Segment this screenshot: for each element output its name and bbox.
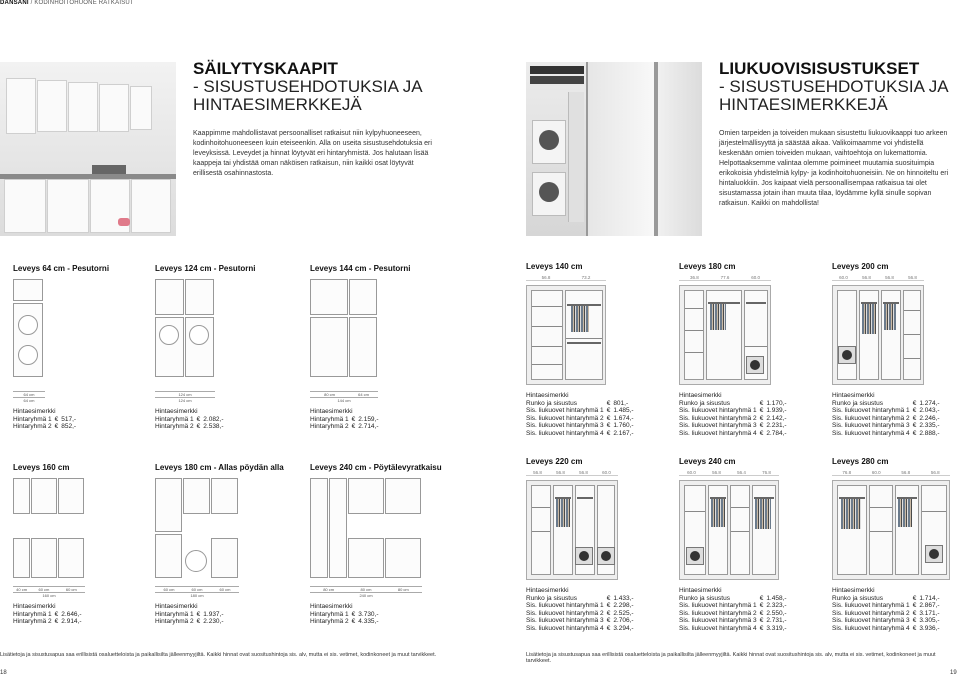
dimension-label: 124 cm [155,397,215,403]
price-row: Sis. liukuovet hintaryhmä 3 € 2.731,- [679,617,787,624]
dimension-label: 64 cm [13,391,45,397]
right-heading [719,60,959,114]
price-label: Hintaesimerkki [13,603,56,610]
cabinet-title: Leveys 180 cm - Allas pöydän alla [155,463,284,472]
price-box [13,603,149,626]
cabinet-drawing [13,279,45,389]
dimension-label: 64 cm [13,397,45,403]
right-intro: Omien tarpeiden ja toiveiden mukaan sisustettu liukuovikaappi tuo arkeen järjestelmällisyyttä ja säästää aikaa. Valikoimaamme voi yhdistellä keskenään omien toiveiden mukaan, vaihtoehtoja on lukemattomia. Helpottaaksemme valintaa olemme poimineet muutamia suosituimpia erikokoisia yhdistelmiä kylpy- ja kodinhoitohuoneisiin. Ne on hinnoiteltu eri hintaluokkiin. Jos kaipaat vielä persoonallisempaa ratkaisua tai olet sisustamassa jotain ihan muuta tilaa, löydämme kyllä sinulle sopivan ratkaisun. Kaikki on mahdollista! [719,130,949,207]
price-row: Runko ja sisustus € 1.433,- [526,594,634,602]
page-number-left: 18 [0,670,7,676]
cabinet-drawing [155,478,239,584]
left-title: SÄILYTYSKAAPIT [193,59,338,78]
cabinet-option [310,463,470,626]
price-row: Runko ja sisustus € 1.274,- [832,399,940,407]
wardrobe-drawing [526,480,618,580]
price-row: Runko ja sisustus € 1.458,- [679,594,787,602]
price-box [13,408,149,431]
wardrobe-title: Leveys 240 cm [679,457,736,466]
wardrobe-option [679,262,825,437]
dimension-label: 64 cm [349,391,378,397]
cabinet-title: Leveys 64 cm - Pesutorni [13,264,110,273]
price-row: Hintaryhmä 2 € 2.714,- [310,423,379,430]
price-box [526,392,672,437]
cabinet-option [13,463,149,626]
price-row: Sis. liukuovet hintaryhmä 2 € 3.171,- [832,609,940,617]
footer-note-left: Lisätietoja ja sisustusapua saa erillisistä osaluetteloista ja paikallisilta jälleenmyyjiltä. Kaikki hinnat ovat suositushintoja sis. alv, mutta ei sis. vetimet, kodinkoneet ja muut tarvikkeet. [0,652,437,658]
wardrobe-option [832,262,958,437]
price-label: Hintaesimerkki [13,408,56,415]
price-row: Hintaryhmä 1 € 517,- [13,415,77,423]
price-label: Hintaesimerkki [526,392,569,399]
left-subtitle-1: - SISUSTUSEHDOTUKSIA JA [193,77,423,96]
right-title: LIUKUOVISISUSTUKSET [719,59,920,78]
breadcrumb: / KODINHOITOHUONE RATKAISUT [28,0,134,6]
cabinet-title: Leveys 240 cm - Pöytälevyratkaisu [310,463,442,472]
wardrobe-title: Leveys 180 cm [679,262,736,271]
cabinet-title: Leveys 160 cm [13,463,70,472]
price-row: Hintaryhmä 1 € 2.646,- [13,610,82,618]
dimension-label: 60 cm [183,586,211,592]
price-row: Sis. liukuovet hintaryhmä 1 € 2.323,- [679,602,787,609]
price-label: Hintaesimerkki [310,408,353,415]
dimension-label: 60 cm [155,586,183,592]
price-row: Hintaryhmä 1 € 1.937,- [155,610,224,618]
price-row: Sis. liukuovet hintaryhmä 1 € 2.867,- [832,602,940,609]
wardrobe-title: Leveys 140 cm [526,262,583,271]
wardrobe-photo [526,62,702,236]
price-label: Hintaesimerkki [679,392,722,399]
price-row: Hintaryhmä 1 € 2.082,- [155,415,224,423]
right-subtitle-1: - SISUSTUSEHDOTUKSIA JA [719,77,949,96]
cabinet-drawing [155,279,215,389]
price-row: Sis. liukuovet hintaryhmä 4 € 2.784,- [679,429,787,437]
price-row: Sis. liukuovet hintaryhmä 3 € 2.706,- [526,617,634,624]
price-box [526,587,672,632]
cabinet-option [310,264,470,431]
cabinet-option [155,463,305,626]
price-box [310,408,470,431]
price-row: Hintaryhmä 1 € 3.730,- [310,610,379,618]
price-box [155,408,305,431]
wardrobe-option [526,457,672,632]
price-row: Hintaryhmä 1 € 2.159,- [310,415,379,423]
left-subtitle-2: HINTAESIMERKKEJÄ [193,95,362,114]
price-box [679,392,825,437]
price-row: Sis. liukuovet hintaryhmä 1 € 2.298,- [526,602,634,609]
cabinet-drawing [310,478,422,584]
price-row: Runko ja sisustus € 801,- [526,399,629,407]
wardrobe-drawing [832,480,950,580]
price-label: Hintaesimerkki [832,392,875,399]
price-row: Sis. liukuovet hintaryhmä 1 € 1.939,- [679,407,787,414]
cabinet-drawing [310,279,378,389]
page-number-right: 19 [950,670,957,676]
price-row: Sis. liukuovet hintaryhmä 3 € 2.335,- [832,422,940,429]
dimension-label: 180 cm [155,592,239,598]
price-row: Sis. liukuovet hintaryhmä 4 € 2.888,- [832,429,940,437]
wardrobe-drawing [832,285,924,385]
price-label: Hintaesimerkki [155,408,198,415]
cabinet-option [155,264,305,431]
price-row: Hintaryhmä 2 € 4.335,- [310,618,379,625]
page-header [0,0,134,6]
price-row: Hintaryhmä 2 € 2.230,- [155,618,224,625]
price-box [155,603,305,626]
wardrobe-drawing [526,285,606,385]
price-label: Hintaesimerkki [310,603,353,610]
price-row: Hintaryhmä 2 € 2.914,- [13,618,82,625]
wardrobe-option [679,457,825,632]
price-row: Sis. liukuovet hintaryhmä 3 € 2.231,- [679,422,787,429]
cabinet-title: Leveys 144 cm - Pesutorni [310,264,411,273]
price-row: Runko ja sisustus € 1.170,- [679,399,787,407]
wardrobe-drawing [679,480,779,580]
price-label: Hintaesimerkki [526,587,569,594]
measurement-bar: 76.8 60.0 56.8 56.8 [832,470,950,476]
dimension-label: 124 cm [155,391,215,397]
dimension-label: 160 cm [13,592,85,598]
price-row: Sis. liukuovet hintaryhmä 4 € 3.294,- [526,624,634,632]
dimension-label: 80 cm [310,391,349,397]
dimension-label: 80 cm [310,586,347,592]
price-box [310,603,470,626]
wardrobe-title: Leveys 220 cm [526,457,583,466]
dimension-label: 40 cm [13,586,30,592]
price-box [832,392,958,437]
price-row: Sis. liukuovet hintaryhmä 2 € 2.525,- [526,609,634,617]
wardrobe-option [832,457,958,632]
price-box [832,587,958,632]
dimension-label: 60 cm [211,586,239,592]
wardrobe-drawing [679,285,771,385]
price-row: Sis. liukuovet hintaryhmä 1 € 1.485,- [526,407,634,414]
price-row: Sis. liukuovet hintaryhmä 3 € 3.305,- [832,617,940,624]
measurement-bar: 56.8 56.8 56.8 60.0 [526,470,618,476]
brand-name: DANSANI [0,0,29,6]
price-row: Sis. liukuovet hintaryhmä 1 € 2.043,- [832,407,940,414]
right-subtitle-2: HINTAESIMERKKEJÄ [719,95,888,114]
dimension-label: 144 cm [310,397,378,403]
wardrobe-title: Leveys 280 cm [832,457,889,466]
price-box [679,587,825,632]
wardrobe-title: Leveys 200 cm [832,262,889,271]
dimension-label: 80 cm [385,586,422,592]
dimension-label: 60 cm [30,586,57,592]
price-row: Runko ja sisustus € 1.714,- [832,594,940,602]
price-row: Sis. liukuovet hintaryhmä 4 € 2.167,- [526,429,634,437]
price-row: Sis. liukuovet hintaryhmä 4 € 3.936,- [832,624,940,632]
price-row: Sis. liukuovet hintaryhmä 2 € 2.142,- [679,414,787,422]
dimension-label: 80 cm [347,586,384,592]
measurement-bar: 60.0 56.8 56.8 56.8 [832,275,924,281]
price-row: Sis. liukuovet hintaryhmä 2 € 1.674,- [526,414,634,422]
price-row: Sis. liukuovet hintaryhmä 2 € 2.550,- [679,609,787,617]
price-row: Sis. liukuovet hintaryhmä 3 € 1.760,- [526,422,634,429]
price-row: Hintaryhmä 2 € 2.538,- [155,423,224,430]
dimension-label: 60 cm [58,586,85,592]
cabinet-title: Leveys 124 cm - Pesutorni [155,264,256,273]
left-heading [193,60,433,114]
dimension-label: 240 cm [310,592,422,598]
price-row: Sis. liukuovet hintaryhmä 2 € 2.246,- [832,414,940,422]
measurement-bar: 60.0 56.8 56.4 76.8 [679,470,779,476]
cabinet-drawing [13,478,85,584]
price-label: Hintaesimerkki [679,587,722,594]
footer-note-right: Lisätietoja ja sisustusapua saa erillisistä osaluetteloista ja paikallisilta jälleenmyyjiltä. Kaikki hinnat ovat suositushintoja sis. alv, mutta ei sis. vetimet, kodinkoneet ja muut tarvikkeet. [526,652,936,664]
price-label: Hintaesimerkki [832,587,875,594]
cabinet-option [13,264,149,431]
price-label: Hintaesimerkki [155,603,198,610]
measurement-bar: 36.8 77.6 60.0 [679,275,771,281]
cabinet-photo [0,62,176,236]
price-row: Sis. liukuovet hintaryhmä 4 € 3.319,- [679,624,787,632]
price-row: Hintaryhmä 2 € 852,- [13,423,77,430]
left-intro: Kaappimme mahdollistavat persoonalliset ratkaisut niin kylpyhuoneeseen, kodinhoitohuoneeseen kuin eteiseenkin. Alla on useita sisustusehdotuksia eri leveyksissä. Leveydet ja hinnat löytyvät eri hintaryhmistä. Jos halutaan lisää kaappeja tai yhdistää oman näköisen ratkaisun, niin kaikki osat löytyvät erillisestä osahinnastosta. [193,130,432,177]
wardrobe-option [526,262,672,437]
measurement-bar: 56.8 73.2 [526,275,606,281]
